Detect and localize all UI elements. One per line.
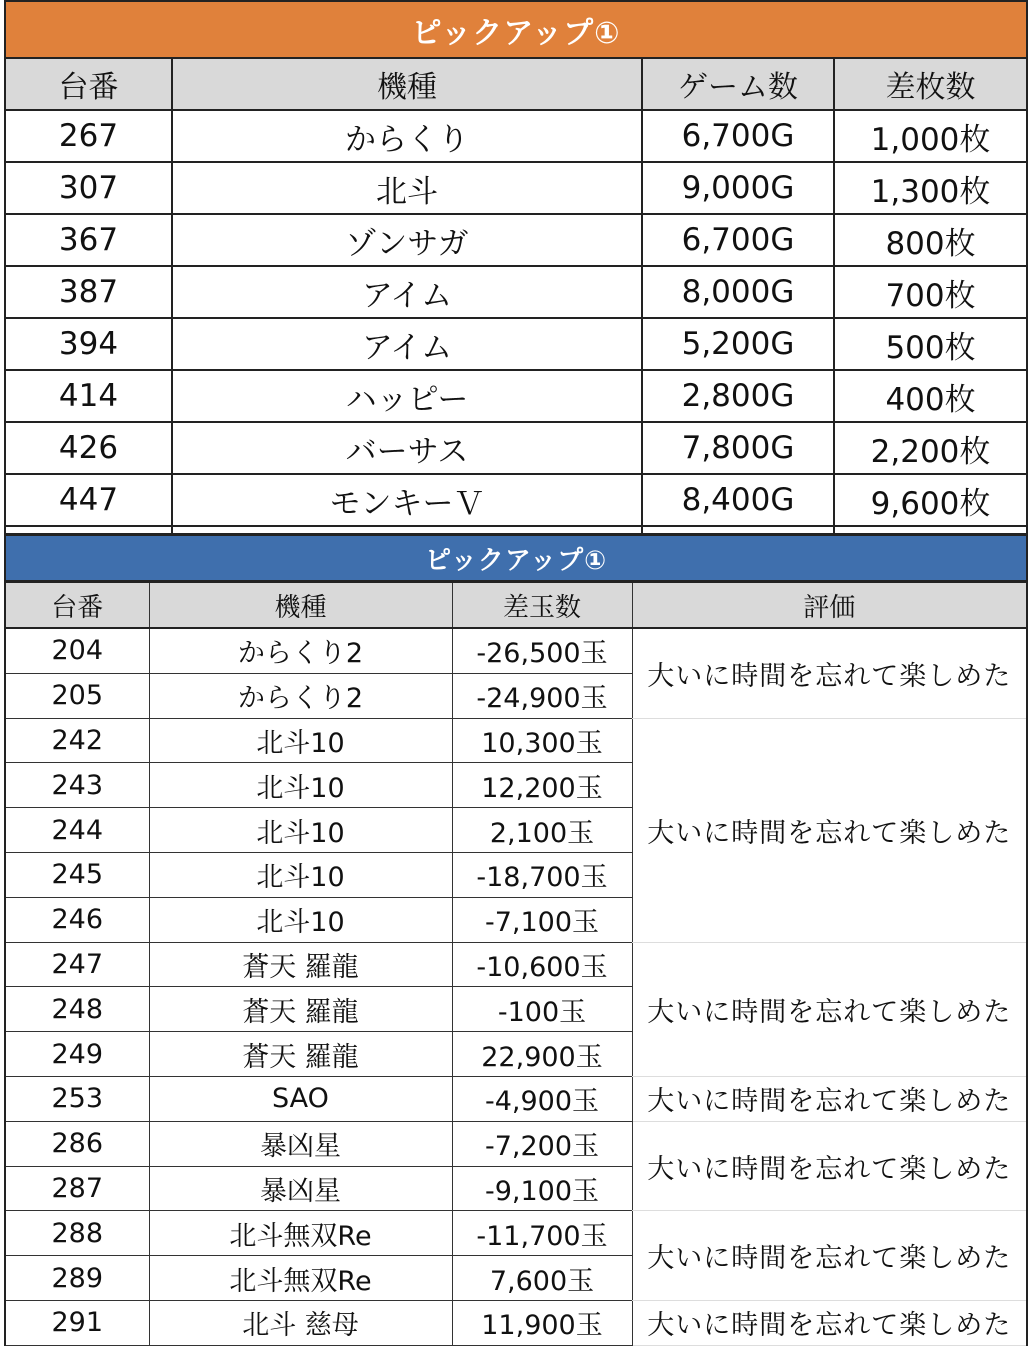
cell-unit-number: 307 <box>5 162 172 214</box>
table-header-row <box>5 58 1027 110</box>
cell-unit-number: 286 <box>5 1121 149 1166</box>
cell-unit-number: 253 <box>5 1076 149 1121</box>
cell-ball-diff: -10,600玉 <box>452 942 632 987</box>
cell-machine: 北斗10 <box>149 897 452 942</box>
cell-machine: 北斗無双Re <box>149 1256 452 1301</box>
cell-machine: からくり2 <box>149 628 452 673</box>
cell-machine: アイム <box>172 266 642 318</box>
cell-unit-number: 248 <box>5 987 149 1032</box>
table-row <box>5 628 1027 673</box>
header-medal-diff: 差枚数 <box>834 58 1027 110</box>
cell-unit-number: 414 <box>5 370 172 422</box>
cell-unit-number: 288 <box>5 1211 149 1256</box>
cell-unit-number: 267 <box>5 110 172 162</box>
cell-unit-number: 289 <box>5 1256 149 1301</box>
cell-game-count: 6,700G <box>642 110 834 162</box>
table-row <box>5 718 1027 763</box>
cell-machine: 北斗10 <box>149 718 452 763</box>
cell-unit-number: 247 <box>5 942 149 987</box>
table-row <box>5 1211 1027 1256</box>
cell-machine: 蒼天 羅龍 <box>149 1032 452 1077</box>
cell-ball-diff: -18,700玉 <box>452 852 632 897</box>
cell-unit-number: 387 <box>5 266 172 318</box>
cell-evaluation: 大いに時間を忘れて楽しめた <box>632 1076 1027 1121</box>
cell-machine: ゾンサガ <box>172 214 642 266</box>
cell-game-count: 8,400G <box>642 474 834 526</box>
cell-medal-diff: 800枚 <box>834 214 1027 266</box>
cell-machine: 北斗10 <box>149 763 452 808</box>
cell-unit-number: 367 <box>5 214 172 266</box>
cell-unit-number: 242 <box>5 718 149 763</box>
cell-unit-number: 426 <box>5 422 172 474</box>
cell-medal-diff: 1,000枚 <box>834 110 1027 162</box>
table-row <box>5 1300 1027 1345</box>
cell-machine: SAO <box>149 1076 452 1121</box>
cell-unit-number: 287 <box>5 1166 149 1211</box>
cell-unit-number: 243 <box>5 763 149 808</box>
table-row <box>5 942 1027 987</box>
cell-ball-diff: 22,900玉 <box>452 1032 632 1077</box>
cell-ball-diff: -4,900玉 <box>452 1076 632 1121</box>
header-unit-number: 台番 <box>5 58 172 110</box>
cell-ball-diff: 12,200玉 <box>452 763 632 808</box>
cell-machine: からくり <box>172 110 642 162</box>
table-row <box>5 1121 1027 1166</box>
cell-evaluation: 大いに時間を忘れて楽しめた <box>632 718 1027 942</box>
cell-machine: 暴凶星 <box>149 1166 452 1211</box>
cell-machine: モンキーＶ <box>172 474 642 526</box>
header-unit-number: 台番 <box>5 582 149 629</box>
cell-evaluation: 大いに時間を忘れて楽しめた <box>632 628 1027 718</box>
cell-machine: バーサス <box>172 422 642 474</box>
cell-ball-diff: -26,500玉 <box>452 628 632 673</box>
cell-unit-number: 291 <box>5 1300 149 1345</box>
cell-evaluation: 大いに時間を忘れて楽しめた <box>632 942 1027 1076</box>
header-ball-diff: 差玉数 <box>452 582 632 629</box>
table-row <box>5 1076 1027 1121</box>
cell-ball-diff: 2,100玉 <box>452 808 632 853</box>
cell-game-count: 7,800G <box>642 422 834 474</box>
cell-medal-diff: 1,300枚 <box>834 162 1027 214</box>
table-row <box>5 370 1027 422</box>
table-row <box>5 162 1027 214</box>
cell-ball-diff: 7,600玉 <box>452 1256 632 1301</box>
cell-ball-diff: 11,900玉 <box>452 1300 632 1345</box>
pickup-table-slots <box>4 0 1028 535</box>
cell-machine: 蒼天 羅龍 <box>149 987 452 1032</box>
cell-unit-number: 447 <box>5 474 172 526</box>
cell-unit-number: 204 <box>5 628 149 673</box>
table-row <box>5 422 1027 474</box>
cell-ball-diff: -9,100玉 <box>452 1166 632 1211</box>
cell-evaluation: 大いに時間を忘れて楽しめた <box>632 1211 1027 1301</box>
cell-medal-diff: 700枚 <box>834 266 1027 318</box>
cell-machine: からくり2 <box>149 673 452 718</box>
cell-ball-diff: -100玉 <box>452 987 632 1032</box>
cell-unit-number: 245 <box>5 852 149 897</box>
table-row <box>5 318 1027 370</box>
cell-game-count: 5,200G <box>642 318 834 370</box>
cell-evaluation: 大いに時間を忘れて楽しめた <box>632 1121 1027 1211</box>
cell-ball-diff: -11,700玉 <box>452 1211 632 1256</box>
cell-game-count: 6,700G <box>642 214 834 266</box>
cell-ball-diff: 10,300玉 <box>452 718 632 763</box>
cell-unit-number: 246 <box>5 897 149 942</box>
table-title: ピックアップ① <box>5 1 1027 58</box>
cell-game-count: 2,800G <box>642 370 834 422</box>
cell-game-count: 9,000G <box>642 162 834 214</box>
table-header-row <box>5 582 1027 629</box>
table-row <box>5 266 1027 318</box>
cell-medal-diff: 400枚 <box>834 370 1027 422</box>
cell-medal-diff: 500枚 <box>834 318 1027 370</box>
cell-unit-number: 205 <box>5 673 149 718</box>
cell-ball-diff: -24,900玉 <box>452 673 632 718</box>
table-row <box>5 110 1027 162</box>
header-machine: 機種 <box>172 58 642 110</box>
cell-machine: アイム <box>172 318 642 370</box>
cell-machine: 北斗無双Re <box>149 1211 452 1256</box>
header-game-count: ゲーム数 <box>642 58 834 110</box>
cell-machine: ハッピー <box>172 370 642 422</box>
cell-machine: 暴凶星 <box>149 1121 452 1166</box>
cell-game-count: 8,000G <box>642 266 834 318</box>
table-row <box>5 474 1027 526</box>
cell-unit-number: 244 <box>5 808 149 853</box>
cell-unit-number: 249 <box>5 1032 149 1077</box>
cell-ball-diff: -7,200玉 <box>452 1121 632 1166</box>
cell-machine: 北斗10 <box>149 852 452 897</box>
table-row <box>5 214 1027 266</box>
cell-evaluation: 大いに時間を忘れて楽しめた <box>632 1300 1027 1345</box>
header-machine: 機種 <box>149 582 452 629</box>
pickup-table-pachinko <box>4 533 1028 1346</box>
cell-medal-diff: 2,200枚 <box>834 422 1027 474</box>
cell-unit-number: 394 <box>5 318 172 370</box>
cell-machine: 北斗 慈母 <box>149 1300 452 1345</box>
cell-machine: 北斗10 <box>149 808 452 853</box>
header-evaluation: 評価 <box>632 582 1027 629</box>
cell-ball-diff: -7,100玉 <box>452 897 632 942</box>
cell-machine: 北斗 <box>172 162 642 214</box>
cell-machine: 蒼天 羅龍 <box>149 942 452 987</box>
cell-medal-diff: 9,600枚 <box>834 474 1027 526</box>
table-title: ピックアップ① <box>5 535 1027 582</box>
